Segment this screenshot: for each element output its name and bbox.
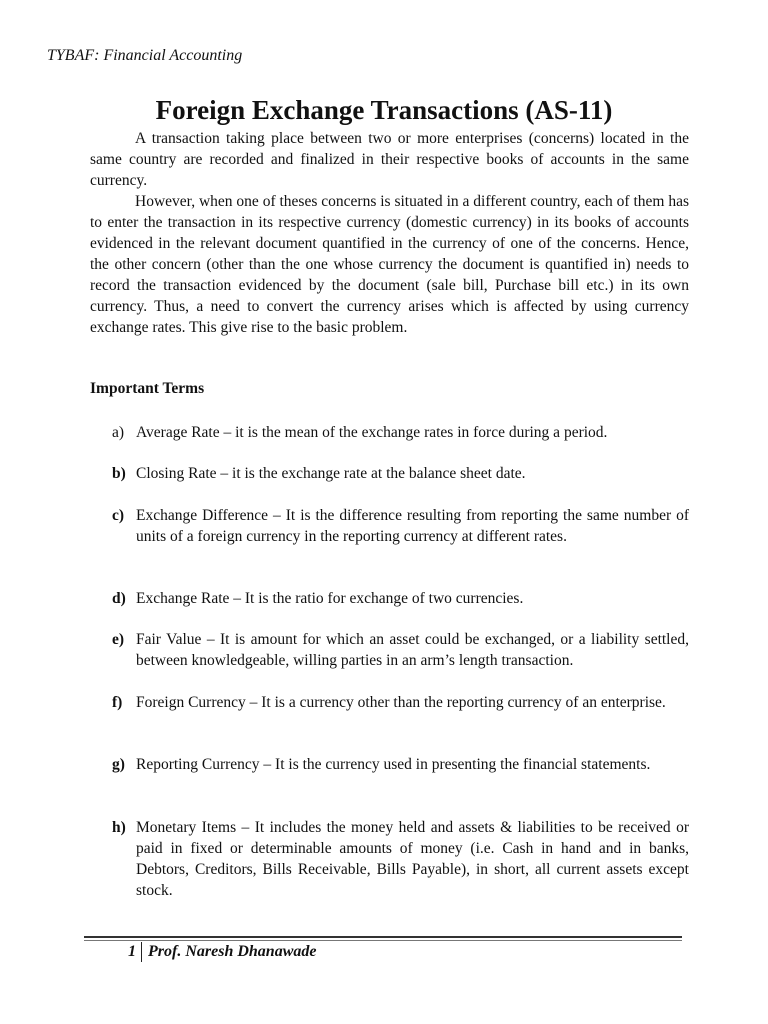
page-footer xyxy=(128,942,316,962)
term-text: Closing Rate – it is the exchange rate at the balance sheet date. xyxy=(136,465,526,482)
term-text: Exchange Rate – It is the ratio for exchange of two currencies. xyxy=(136,590,524,607)
intro-paragraph-1: A transaction taking place between two or more enterprises (concerns) located in the same country are recorded and finalized in their respective books of accounts in the same currency. xyxy=(90,130,689,189)
term-letter: c) xyxy=(112,507,125,524)
footer-author: Prof. Naresh Dhanawade xyxy=(148,943,317,960)
page-number: 1 xyxy=(128,943,136,960)
term-letter: a) xyxy=(112,424,125,441)
term-text: Fair Value – It is amount for which an asset could be exchanged, or a liability settled, between knowledgeable, willing parties in an arm’s length transaction. xyxy=(136,631,689,669)
intro-paragraph-2: However, when one of theses concerns is situated in a different country, each of them has to enter the transaction in its respective currency (domestic currency) in its books of accounts evidenced in the relevant document quantified in the currency of one of the concerns. Hence, the other concern (other than the one whose currency the document is quantified in) needs to record the transaction evidenced by the document (sale bill, Purchase bill etc.) in its own currency. Thus, a need to convert the currency arises which is affected by using currency exchange rates. This give rise to the basic problem. xyxy=(90,193,689,336)
term-item-e xyxy=(112,629,689,671)
term-item-h xyxy=(112,817,689,901)
term-text: Average Rate – it is the mean of the exchange rates in force during a period. xyxy=(136,424,608,441)
footer-divider xyxy=(84,936,682,938)
term-text: Reporting Currency – It is the currency used in presenting the financial statements. xyxy=(136,756,651,773)
term-item-c xyxy=(112,505,689,547)
term-letter: h) xyxy=(112,819,126,836)
term-letter: f) xyxy=(112,694,123,711)
intro-text xyxy=(90,128,689,338)
term-text: Monetary Items – It includes the money held and assets & liabilities to be received or paid in fixed or determinable amounts of money (i.e. Cash in hand and in banks, Debtors, Creditors, Bills Receivable, Bills Payable), in short, all current assets except stock. xyxy=(136,819,689,899)
term-item-b xyxy=(112,463,689,484)
term-item-g xyxy=(112,754,689,775)
term-item-a xyxy=(112,422,689,443)
footer-divider-thin xyxy=(84,940,682,941)
term-text: Foreign Currency – It is a currency other than the reporting currency of an enterprise. xyxy=(136,694,666,711)
term-text: Exchange Difference – It is the difference resulting from reporting the same number of units of a foreign currency in the reporting currency at different rates. xyxy=(136,507,689,545)
running-header: TYBAF: Financial Accounting xyxy=(47,47,243,64)
footer-separator xyxy=(141,942,142,962)
term-letter: g) xyxy=(112,756,125,773)
term-item-d xyxy=(112,588,689,609)
term-letter: d) xyxy=(112,590,126,607)
terms-heading: Important Terms xyxy=(90,380,205,397)
term-letter: b) xyxy=(112,465,126,482)
term-item-f xyxy=(112,692,689,713)
term-letter: e) xyxy=(112,631,125,648)
page-title: Foreign Exchange Transactions (AS-11) xyxy=(155,95,613,125)
